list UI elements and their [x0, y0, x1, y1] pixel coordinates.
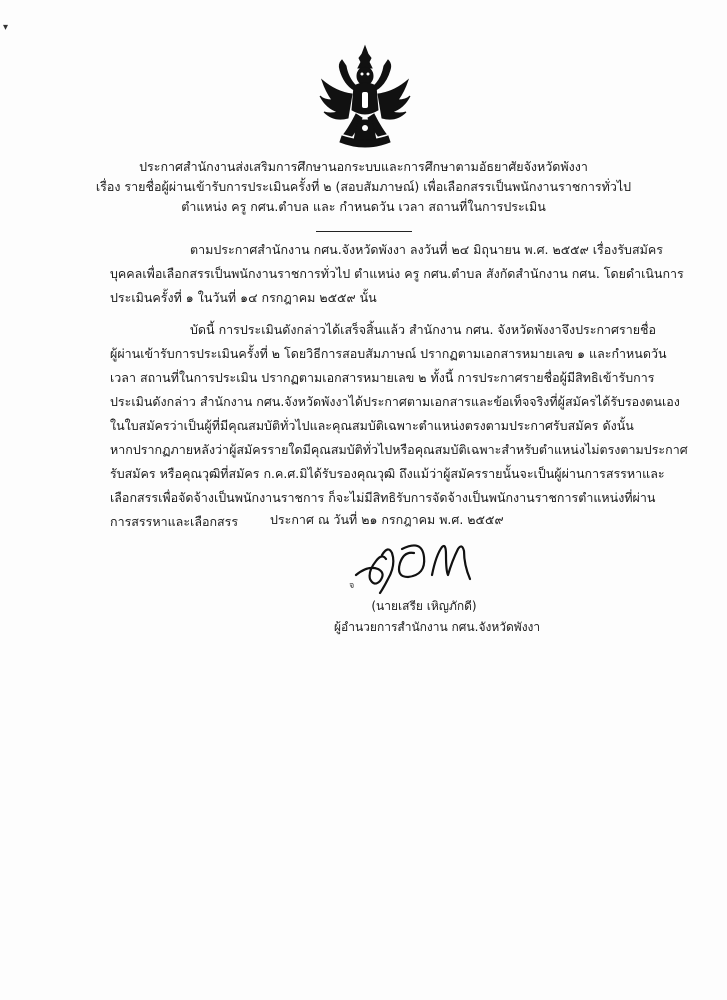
handwritten-signature: [352, 535, 482, 595]
paragraph-2-line: การสรรหาและเลือกสรร: [110, 514, 239, 529]
signature-initial: จ: [349, 581, 355, 591]
signer-block: [334, 596, 541, 638]
paragraph-1-line: ตามประกาศสำนักงาน กศน.จังหวัดพังงา ลงวันที่ ๒๔ มิถุนายน พ.ศ. ๒๕๕๙ เรื่องรับสมัคร: [190, 242, 663, 257]
paragraph-2-line: หากปรากฏภายหลังว่าผู้สมัครรายใดมีคุณสมบัติทั่วไปหรือคุณสมบัติเฉพาะสำหรับตำแหน่งไม่ตรงตามประกาศ: [110, 442, 688, 457]
paragraph-1: [110, 238, 684, 310]
paragraph-2-line: เลือกสรรเพื่อจัดจ้างเป็นพนักงานราชการ ก็จะไม่มีสิทธิรับการจัดจ้างเป็นพนักงานราชการตำแหน่งที่ผ่าน: [110, 490, 656, 505]
paragraph-2-line: ในใบสมัครว่าเป็นผู้ที่มีคุณสมบัติทั่วไปและคุณสมบัติเฉพาะตำแหน่งตรงตามประกาศรับสมัคร ดังนั้น: [110, 418, 634, 433]
paragraph-1-line: ประเมินครั้งที่ ๑ ในวันที่ ๑๔ กรกฎาคม ๒๕๕๙ นั้น: [110, 290, 377, 305]
paragraph-1-line: บุคคลเพื่อเลือกสรรเป็นพนักงานราชการทั่วไป ตำแหน่ง ครู กศน.ตำบล สังกัดสำนักงาน กศน. โดยดำเนินการ: [110, 266, 684, 281]
announcement-title: [60, 157, 667, 217]
paragraph-2-line: ผู้ผ่านเข้ารับการประเมินครั้งที่ ๒ โดยวิธีการสอบสัมภาษณ์ ปรากฏตามเอกสารหมายเลข ๑ และกำหนดวัน: [110, 346, 667, 361]
corner-mark: ▾: [3, 22, 9, 33]
paragraph-2: [110, 318, 688, 534]
title-line-1: ประกาศสำนักงานส่งเสริมการศึกษานอกระบบและการศึกษาตามอัธยาศัยจังหวัดพังงา: [139, 159, 588, 174]
signer-title: ผู้อำนวยการสำนักงาน กศน.จังหวัดพังงา: [334, 620, 541, 634]
paragraph-2-line: บัดนี้ การประเมินดังกล่าวได้เสร็จสิ้นแล้ว สำนักงาน กศน. จังหวัดพังงาจึงประกาศรายชื่อ: [190, 322, 657, 337]
title-divider: [316, 231, 412, 232]
paragraph-2-line: รับสมัคร หรือคุณวุฒิที่สมัคร ก.ค.ศ.มิได้รับรองคุณวุฒิ ถึงแม้ว่าผู้สมัครรายนั้นจะเป็นผู้ผ่านการสรรหาและ: [110, 466, 665, 481]
signer-name: (นายเสรีย เหิญภักดี): [371, 599, 477, 613]
announcement-date: ประกาศ ณ วันที่ ๒๑ กรกฎาคม พ.ศ. ๒๕๕๙: [270, 512, 504, 527]
paragraph-2-line: ประเมินดังกล่าว สำนักงาน กศน.จังหวัดพังงาได้ประกาศตามเอกสารและข้อเท็จจริงที่ผู้สมัครได้รับรองตนเอง: [110, 394, 680, 409]
garuda-emblem-icon: [318, 44, 412, 152]
title-line-2: เรื่อง รายชื่อผู้ผ่านเข้ารับการประเมินครั้งที่ ๒ (สอบสัมภาษณ์) เพื่อเลือกสรรเป็นพนักงานราชการทั่วไป: [95, 179, 632, 194]
paragraph-2-line: เวลา สถานที่ในการประเมิน ปรากฏตามเอกสารหมายเลข ๒ ทั้งนี้ การประกาศรายชื่อผู้มีสิทธิเข้ารับการ: [110, 370, 655, 385]
title-line-3: ตำแหน่ง ครู กศน.ตำบล และ กำหนดวัน เวลา สถานที่ในการประเมิน: [181, 199, 546, 214]
